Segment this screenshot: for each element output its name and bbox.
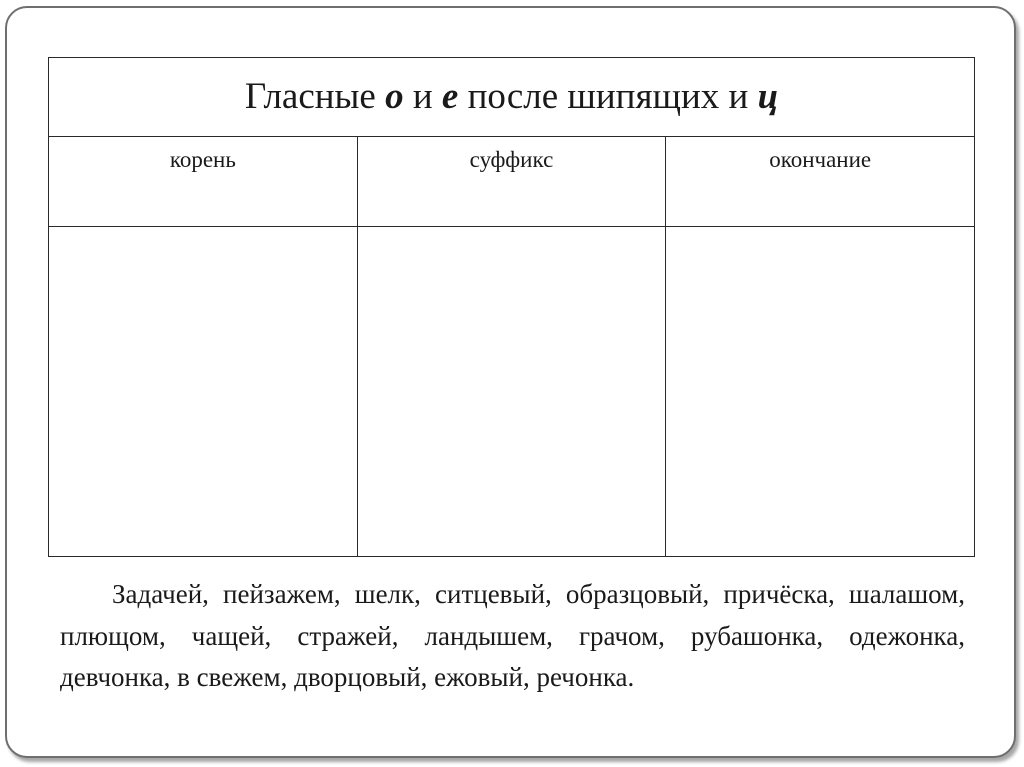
table-title	[49, 58, 975, 137]
column-header-ending: окончание	[666, 137, 975, 227]
title-vowel-e: е	[441, 76, 459, 117]
answer-cell-suffix[interactable]	[357, 227, 666, 557]
answer-cell-root[interactable]	[49, 227, 358, 557]
exercise-word-list: Задачей, пейзажем, шелк, ситцевый, образцовый, причёска, шалашом, плющом, чащей, стражей, ландышем, грачом, рубашонка, одежонка, девчонка, в свежем, дворцовый, ежовый, речонка.	[60, 579, 965, 692]
title-letter-ts: ц	[757, 76, 779, 117]
header-row	[49, 137, 975, 227]
title-text-part1: Гласные	[244, 76, 386, 117]
answer-cell-ending[interactable]	[666, 227, 975, 557]
rules-table	[48, 57, 975, 557]
answer-row	[49, 227, 975, 557]
title-row	[49, 58, 975, 137]
column-header-suffix: суффикс	[357, 137, 666, 227]
column-header-root: корень	[49, 137, 358, 227]
title-vowel-o: о	[385, 76, 404, 117]
title-text-part3: после шипящих и	[458, 76, 758, 117]
title-text-part2: и	[403, 76, 442, 117]
